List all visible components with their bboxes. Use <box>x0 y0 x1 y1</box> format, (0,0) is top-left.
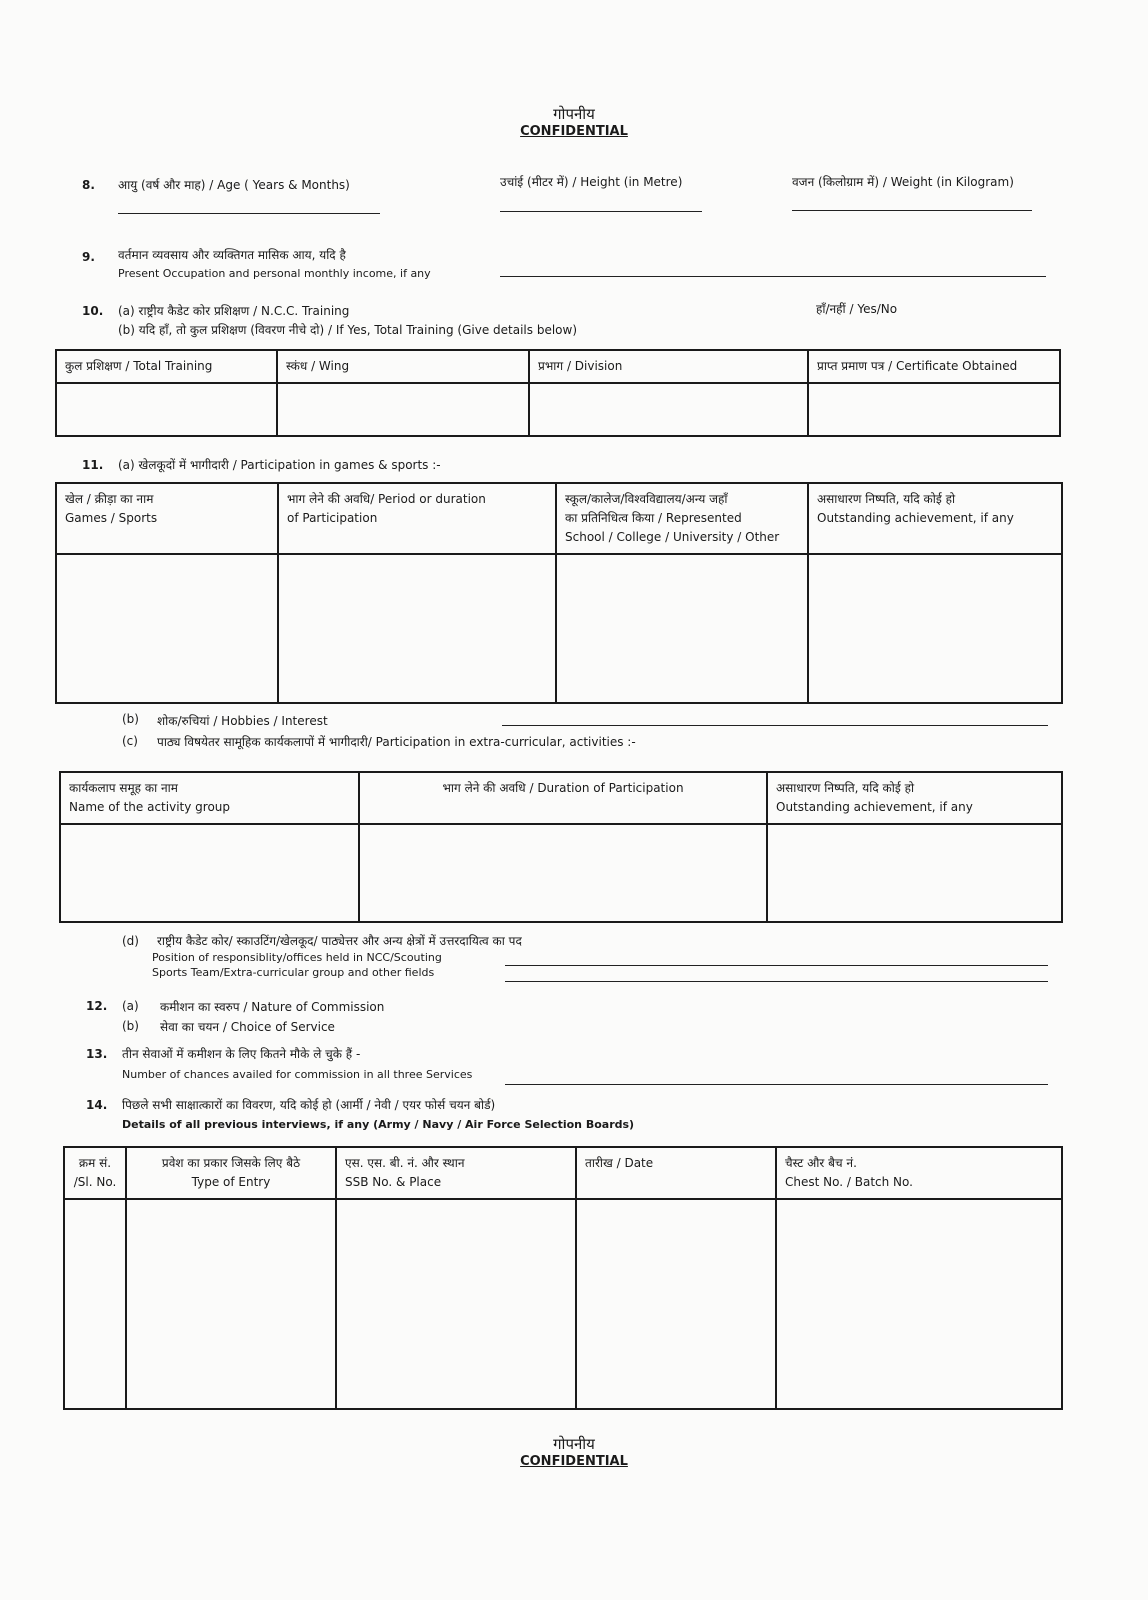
q9-number: 9. <box>82 250 95 264</box>
interviews-header-slno: क्रम सं. /Sl. No. <box>64 1147 126 1199</box>
sports-cell-period[interactable] <box>278 554 556 703</box>
q9-english: Present Occupation and personal monthly income, if any <box>118 267 431 280</box>
q10-a: (a) राष्ट्रीय कैडेट कोर प्रशिक्षण / N.C.C. Training <box>118 304 350 318</box>
sports-header-represented: स्कूल/कालेज/विश्वविद्यालय/अन्य जहाँ का प्रतिनिधित्व किया / Represented School / College / University / Other <box>556 483 808 554</box>
footer-english: CONFIDENTIAL <box>520 1454 628 1469</box>
sports-cell-achievement[interactable] <box>808 554 1062 703</box>
q14-english: Details of all previous interviews, if any (Army / Navy / Air Force Selection Boards) <box>122 1118 635 1131</box>
activity-header-name: कार्यकलाप समूह का नाम Name of the activity group <box>60 772 359 824</box>
ncc-cell-certificate[interactable] <box>808 383 1060 436</box>
sports-table <box>55 482 1063 704</box>
q10-yes-no[interactable]: हाँ/नहीं / Yes/No <box>816 302 898 316</box>
interviews-cell-ssb[interactable] <box>336 1199 576 1409</box>
q12-b-label: (b) <box>122 1019 139 1033</box>
activity-cell-duration[interactable] <box>359 824 767 922</box>
q13-field[interactable] <box>505 1084 1048 1085</box>
ncc-cell-wing[interactable] <box>277 383 529 436</box>
q11-c-label: (c) <box>122 734 138 748</box>
ncc-header-total: कुल प्रशिक्षण / Total Training <box>56 350 277 383</box>
q9-field[interactable] <box>500 276 1046 277</box>
header-hindi: गोपनीय <box>553 105 595 123</box>
interviews-table <box>63 1146 1063 1410</box>
q11-b-hobbies: शोक/रुचियां / Hobbies / Interest <box>157 714 328 728</box>
ncc-header-wing: स्कंध / Wing <box>277 350 529 383</box>
q8-weight-label: वजन (किलोग्राम में) / Weight (in Kilogram) <box>792 175 1014 189</box>
q12-b-service: सेवा का चयन / Choice of Service <box>160 1020 335 1034</box>
q8-weight-field[interactable] <box>792 210 1032 211</box>
q8-height-field[interactable] <box>500 211 702 212</box>
confidential-header <box>0 104 1148 139</box>
interviews-header-chest: चैस्ट और बैच नं. Chest No. / Batch No. <box>776 1147 1062 1199</box>
sports-cell-represented[interactable] <box>556 554 808 703</box>
ncc-header-division: प्रभाग / Division <box>529 350 808 383</box>
hobbies-field[interactable] <box>502 725 1048 726</box>
q10-b: (b) यदि हाँ, तो कुल प्रशिक्षण (विवरण नीचे दो) / If Yes, Total Training (Give details below) <box>118 323 578 337</box>
sports-header-games: खेल / क्रीड़ा का नाम Games / Sports <box>56 483 278 554</box>
responsibility-field-1[interactable] <box>505 965 1048 966</box>
q13-hindi: तीन सेवाओं में कमीशन के लिए कितने मौके ले चुके हैं - <box>122 1047 361 1061</box>
responsibility-field-2[interactable] <box>505 981 1048 982</box>
confidential-footer <box>0 1434 1148 1469</box>
interviews-header-ssb: एस. एस. बी. नं. और स्थान SSB No. & Place <box>336 1147 576 1199</box>
q11-b-label: (b) <box>122 712 139 726</box>
q11-c-extracurricular: पाठ्य विषयेतर सामूहिक कार्यकलापों में भागीदारी/ Participation in extra-curricular, activities :- <box>157 735 636 749</box>
q12-a-commission: कमीशन का स्वरुप / Nature of Commission <box>160 1000 385 1014</box>
q11-a: (a) खेलकूदों में भागीदारी / Participation in games & sports :- <box>118 458 441 472</box>
q11-d-english-1: Position of responsiblity/offices held in NCC/Scouting <box>152 951 442 964</box>
q8-height-label: उचांई (मीटर में) / Height (in Metre) <box>500 175 683 189</box>
q11-number: 11. <box>82 458 104 472</box>
q11-d-label: (d) <box>122 934 139 948</box>
interviews-cell-date[interactable] <box>576 1199 776 1409</box>
activity-header-achievement: असाधारण निष्पति, यदि कोई हो Outstanding achievement, if any <box>767 772 1062 824</box>
q8-number: 8. <box>82 178 95 192</box>
sports-cell-games[interactable] <box>56 554 278 703</box>
q13-number: 13. <box>86 1047 108 1061</box>
activity-table <box>59 771 1063 923</box>
q8-age-field[interactable] <box>118 213 380 214</box>
interviews-cell-slno[interactable] <box>64 1199 126 1409</box>
header-english: CONFIDENTIAL <box>520 124 628 139</box>
ncc-training-table <box>55 349 1061 437</box>
ncc-cell-division[interactable] <box>529 383 808 436</box>
interviews-cell-entry[interactable] <box>126 1199 336 1409</box>
q10-number: 10. <box>82 304 104 318</box>
interviews-header-entry: प्रवेश का प्रकार जिसके लिए बैठे Type of Entry <box>126 1147 336 1199</box>
q14-hindi: पिछले सभी साक्षात्कारों का विवरण, यदि कोई हो (आर्मी / नेवी / एयर फोर्स चयन बोर्ड) <box>122 1098 496 1112</box>
interviews-header-date: तारीख / Date <box>576 1147 776 1199</box>
q11-d-hindi: राष्ट्रीय कैडेट कोर/ स्काउटिंग/खेलकूद/ पाठ्येत्तर और अन्य क्षेत्रों में उत्तरदायित्व का पद <box>157 934 522 948</box>
activity-cell-achievement[interactable] <box>767 824 1062 922</box>
q11-d-english-2: Sports Team/Extra-curricular group and other fields <box>152 966 435 979</box>
footer-hindi: गोपनीय <box>553 1435 595 1453</box>
q13-english: Number of chances availed for commission in all three Services <box>122 1068 473 1081</box>
q8-age-label: आयु (वर्ष और माह) / Age ( Years & Months) <box>118 178 350 192</box>
ncc-header-certificate: प्राप्त प्रमाण पत्र / Certificate Obtained <box>808 350 1060 383</box>
q12-a-label: (a) <box>122 999 139 1013</box>
q12-number: 12. <box>86 999 108 1013</box>
sports-header-achievement: असाधारण निष्पति, यदि कोई हो Outstanding achievement, if any <box>808 483 1062 554</box>
activity-cell-name[interactable] <box>60 824 359 922</box>
activity-header-duration: भाग लेने की अवधि / Duration of Participation <box>359 772 767 824</box>
sports-header-period: भाग लेने की अवधि/ Period or duration of Participation <box>278 483 556 554</box>
q14-number: 14. <box>86 1098 108 1112</box>
ncc-cell-total[interactable] <box>56 383 277 436</box>
interviews-cell-chest[interactable] <box>776 1199 1062 1409</box>
q9-hindi: वर्तमान व्यवसाय और व्यक्तिगत मासिक आय, यदि है <box>118 248 346 262</box>
